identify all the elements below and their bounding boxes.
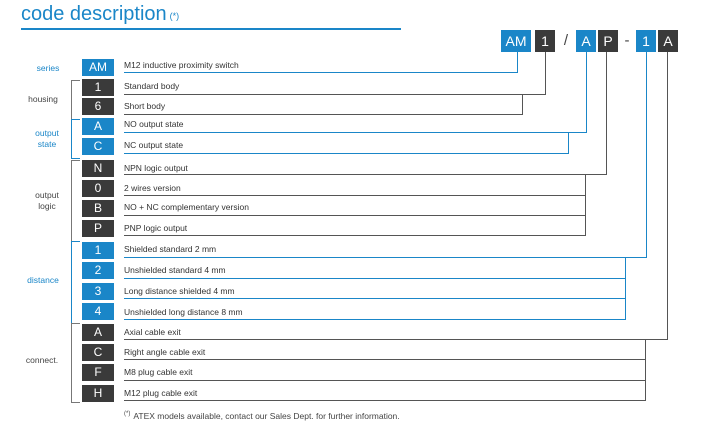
- connector-output-state-drop: [568, 132, 569, 154]
- connector-connection-row3: [124, 380, 646, 381]
- code-output-logic-0: 0: [82, 180, 114, 197]
- title-footnote-mark: (*): [169, 11, 180, 21]
- desc-series-am: M12 inductive proximity switch: [124, 60, 239, 70]
- connector-distance-drop: [625, 257, 626, 320]
- desc-distance-4: Unshielded long distance 8 mm: [124, 307, 243, 317]
- group-label-output-logic: output logic: [35, 190, 59, 211]
- desc-output-logic-0: 2 wires version: [124, 183, 181, 193]
- desc-output-logic-p: PNP logic output: [124, 223, 188, 233]
- desc-connection-c: Right angle cable exit: [124, 347, 206, 357]
- code-housing-6: 6: [82, 98, 114, 115]
- desc-output-state-a: NO output state: [124, 119, 184, 129]
- group-bracket-connection: [71, 323, 80, 403]
- connector-housing-drop: [522, 94, 523, 115]
- connector-distance-row4: [124, 319, 626, 320]
- group-label-housing: housing: [28, 94, 58, 104]
- footnote: [124, 411, 400, 421]
- connector-output-logic-row1: [124, 174, 607, 175]
- code-series-am: AM: [82, 59, 114, 76]
- code-distance-1: 1: [82, 242, 114, 259]
- connector-connection-row1: [124, 339, 668, 340]
- desc-housing-1: Standard body: [124, 81, 180, 91]
- header-code-dash: -: [624, 32, 630, 49]
- desc-output-state-c: NC output state: [124, 140, 184, 150]
- header-code-distance: 1: [636, 30, 656, 52]
- connector-output-state-row2: [124, 153, 569, 154]
- header-code-series: AM: [501, 30, 531, 52]
- connector-housing-row2: [124, 114, 523, 115]
- desc-connection-a: Axial cable exit: [124, 327, 181, 337]
- group-label-distance: distance: [27, 275, 59, 285]
- footnote-mark: (*): [124, 411, 131, 417]
- footnote-text: ATEX models available, contact our Sales Dept. for further information.: [133, 411, 400, 421]
- header-code-slash: /: [563, 32, 569, 49]
- desc-distance-1: Shielded standard 2 mm: [124, 244, 217, 254]
- desc-distance-3: Long distance shielded 4 mm: [124, 286, 235, 296]
- desc-distance-2: Unshielded standard 4 mm: [124, 265, 226, 275]
- connector-distance-vertical: [646, 52, 647, 258]
- desc-housing-6: Short body: [124, 101, 166, 111]
- title-underline: [21, 28, 401, 30]
- desc-connection-h: M12 plug cable exit: [124, 388, 198, 398]
- code-output-state-a: A: [82, 118, 114, 135]
- code-housing-1: 1: [82, 79, 114, 96]
- connector-output-state-row1: [124, 132, 587, 133]
- connector-distance-row3: [124, 298, 626, 299]
- connector-distance-row2: [124, 278, 626, 279]
- code-connection-a: A: [82, 324, 114, 341]
- header-code-housing: 1: [535, 30, 555, 52]
- group-label-connection: connect.: [25, 355, 59, 365]
- header-code-output-logic: P: [598, 30, 618, 52]
- code-output-logic-b: B: [82, 200, 114, 217]
- connector-output-logic-row2: [124, 195, 586, 196]
- header-code-connection: A: [658, 30, 678, 52]
- code-distance-3: 3: [82, 283, 114, 300]
- code-connection-c: C: [82, 344, 114, 361]
- desc-output-logic-n: NPN logic output: [124, 163, 188, 173]
- connector-housing-vertical: [545, 52, 546, 95]
- code-output-logic-n: N: [82, 160, 114, 177]
- code-output-logic-p: P: [82, 220, 114, 237]
- header-code-output-state: A: [576, 30, 596, 52]
- connector-output-logic-drop: [585, 174, 586, 236]
- connector-distance-row1: [124, 257, 647, 258]
- code-distance-4: 4: [82, 303, 114, 320]
- connector-output-logic-vertical: [606, 52, 607, 175]
- connector-connection-row2: [124, 359, 646, 360]
- code-distance-2: 2: [82, 262, 114, 279]
- connector-output-state-vertical: [586, 52, 587, 133]
- connector-connection-vertical: [667, 52, 668, 340]
- connector-series-horizontal: [124, 72, 518, 73]
- code-connection-f: F: [82, 364, 114, 381]
- group-label-series: series: [36, 63, 60, 73]
- connector-series-vertical: [517, 52, 518, 73]
- connector-connection-drop: [645, 339, 646, 401]
- code-connection-h: H: [82, 385, 114, 402]
- code-output-state-c: C: [82, 138, 114, 155]
- group-label-output-state: output state: [35, 128, 59, 149]
- desc-output-logic-b: NO + NC complementary version: [124, 202, 249, 212]
- desc-connection-f: M8 plug cable exit: [124, 367, 193, 377]
- page-title: [21, 2, 179, 26]
- title-text: code description: [21, 3, 167, 25]
- connector-output-logic-row3: [124, 215, 586, 216]
- connector-output-logic-row4: [124, 235, 586, 236]
- connector-connection-row4: [124, 400, 646, 401]
- connector-housing-row1: [124, 94, 546, 95]
